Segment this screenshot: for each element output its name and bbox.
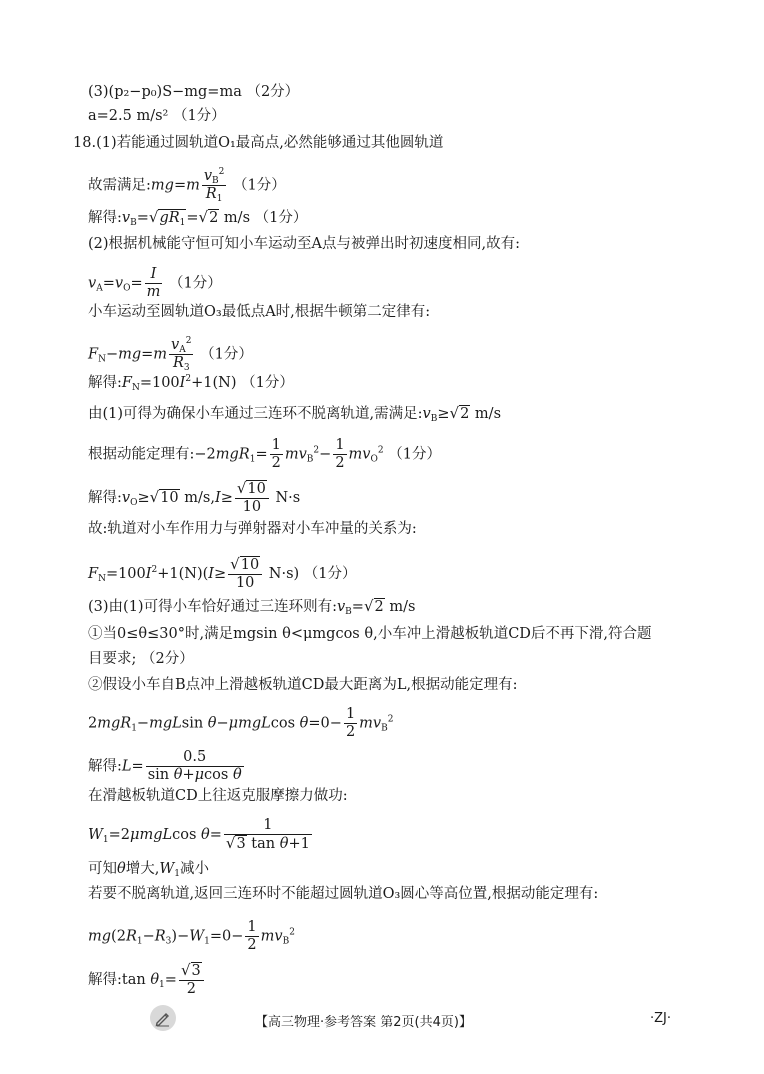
q18-p3-case1a: ①当0≤θ≤30°时,满足mgsin θ<μmgcos θ,小车冲上滑越板轨道CD后不再下滑,符合题 — [88, 626, 652, 642]
q18-p2-final: $F_N=100I^2+1(N)(I\ge$ $\frac{√10}{10}$ N·s) （1分） — [88, 555, 357, 591]
q18-p3-work: 在滑越板轨道CD上往返克服摩擦力做功: — [88, 788, 348, 804]
q18-p2-eq2: $F_N-mg=m$ $\frac{v_A^2}{R_3}$ （1分） — [88, 336, 253, 373]
q18-p3-eq1: 2mgR$_1$−mgLsin θ−μmgLcos θ=0− $\frac{1}{2}$ $mv_B^2$ — [88, 706, 394, 740]
q18-p3-case1b: 目要求; （2分） — [88, 651, 194, 667]
q18-p3-eq2: $W_1=2\mu mgLcos$ θ= $\frac{1}{\text{√3 tan θ+1}}$ — [88, 817, 310, 852]
q18-p2-score1: （1分） — [168, 275, 222, 292]
footer-page-info: 【高三物理·参考答案 第2页(共4页)】 — [255, 1015, 472, 1030]
q18-p1-score1: （1分） — [233, 177, 286, 194]
q18-p3-intro: (3)由(1)可得小车恰好通过三连环则有$:v_B=√2$ m/s — [88, 597, 416, 617]
footer-code: ·ZJ· — [650, 1011, 672, 1026]
q18-p2-conclude: 故:轨道对小车作用力与弹射器对小车冲量的关系为: — [88, 521, 417, 537]
q17-eq3: (3)(p₂−p₀)S−mg=ma （2分） — [88, 84, 300, 100]
q18-p2-energy: 根据动能定理有:−2mgR$_1$= $\frac{1}{2}$ $mv_B^2-$ $\frac{1}{2}$ $mv_O^2$ （1分） — [88, 437, 441, 471]
q18-p2-solution2: 解得$:v_O\ge√10$ m/s,I≥ $\frac{√10}{10}$ N·s — [88, 479, 301, 515]
q18-p3-eq3: $mg(2R_1-R_3)-W_1=0-$ $\frac{1}{2}$ $mv_B^2$ — [88, 919, 295, 953]
q18-p3-solution1: 解得:L= $\frac{0.5}{\text{sin θ+μcos θ}}$ — [88, 749, 242, 783]
q18-p2-score2: （1分） — [200, 346, 253, 363]
q18-p3-note: 可知θ增大$,W_1$减小 — [88, 861, 209, 879]
q17-result: a=2.5 m/s² （1分） — [88, 108, 226, 124]
q18-p3-condition2: 若要不脱离轨道,返回三连环时不能超过圆轨道O₃圆心等高位置,根据动能定理有: — [88, 886, 599, 902]
pencil-icon — [150, 1005, 176, 1031]
q18-p1-cond-prefix: 故需满足: — [88, 177, 151, 194]
q18-p2-newton: 小车运动至圆轨道O₃最低点A时,根据牛顿第二定律有: — [88, 304, 431, 320]
q18-p3-solution2: 解得:tan $\theta_1=$ $\frac{√3}{2}$ — [88, 962, 206, 998]
q18-p2-solution1: 解得$:F_N=100I^2+1(N)$ （1分） — [88, 374, 294, 393]
q18-p3-case2: ②假设小车自B点冲上滑越板轨道CD最大距离为L,根据动能定理有: — [88, 677, 518, 693]
q18-p1-intro: (1)若能通过圆轨道O₁最高点,必然能够通过其他圆轨道 — [96, 135, 444, 151]
q18-p2-eq1: $v_A=v_O=$ $\frac{I}{m}$ （1分） — [88, 266, 222, 300]
page-footer — [0, 1005, 764, 1031]
q18-p1-solution: 解得$:v_B=√gR_1=√2$ m/s （1分） — [88, 208, 308, 228]
q18-p2-score3: （1分） — [388, 446, 441, 463]
q18-p2-intro: (2)根据机械能守恒可知小车运动至A点与被弹出时初速度相同,故有: — [88, 236, 521, 252]
q18-header — [73, 133, 443, 153]
q18-number: 18. — [73, 135, 97, 151]
q18-p1-condition: 故需满足:mg=m $\frac{v_B^2}{R_1}$ （1分） — [88, 167, 286, 204]
q18-p2-condition: 由(1)可得为确保小车通过三连环不脱离轨道,需满足$:v_B\ge√2$ m/s — [88, 404, 502, 424]
